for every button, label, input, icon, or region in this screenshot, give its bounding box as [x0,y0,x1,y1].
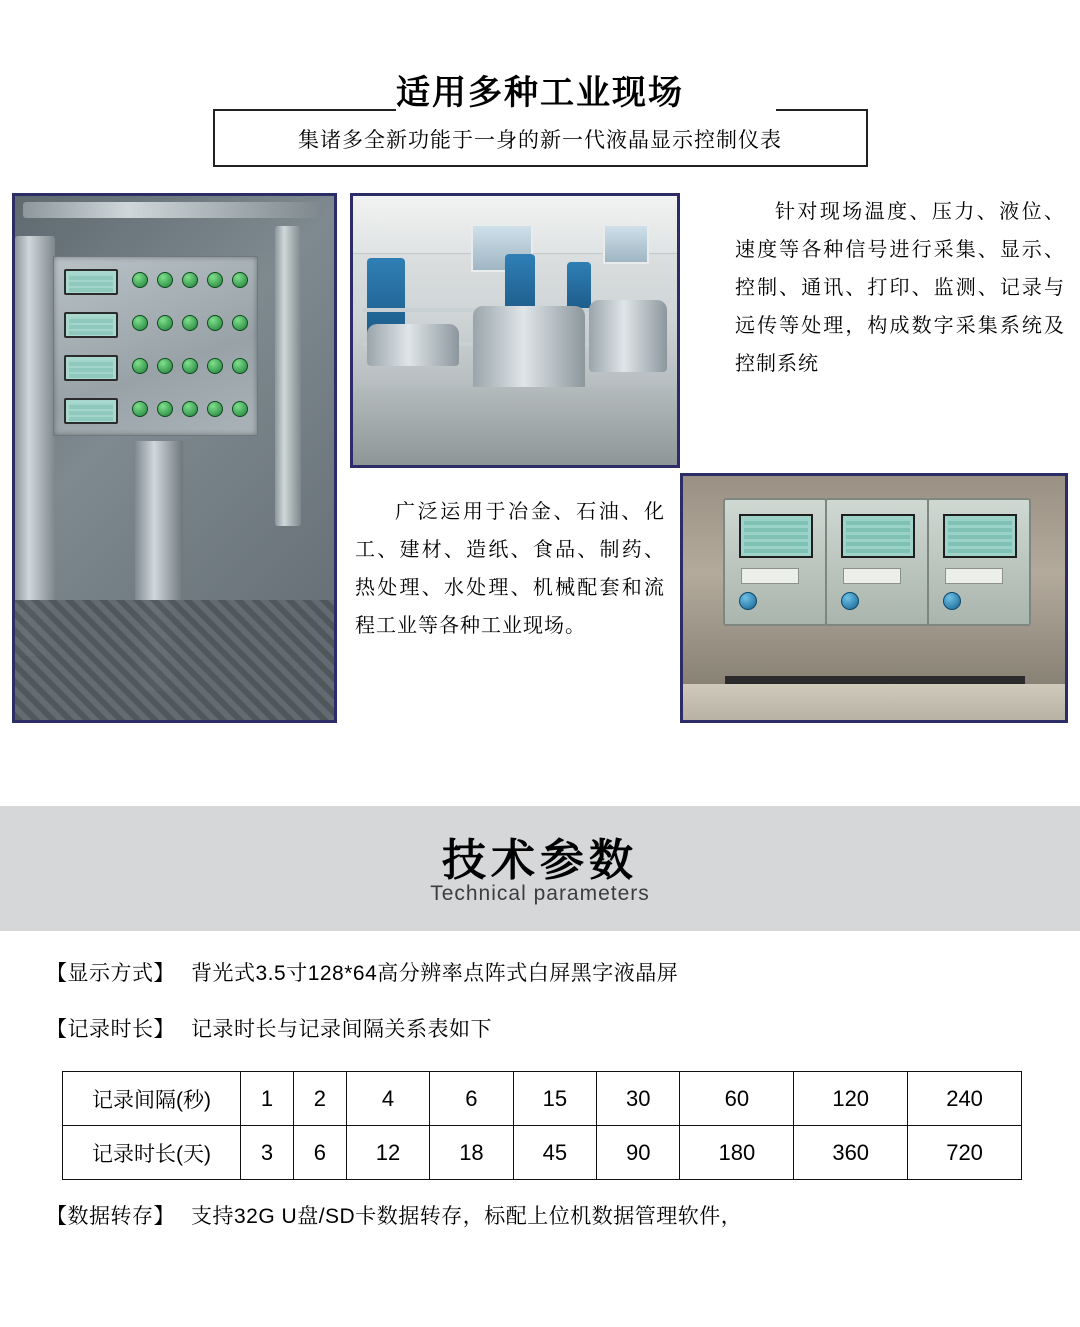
photo-plant [12,193,337,723]
section-title: 技术参数 [442,836,638,885]
indicator-lamp-row [132,401,248,421]
meter-display [64,269,118,295]
indicator-lamp-row [132,315,248,335]
row-header-duration: 记录时长(天) [63,1126,241,1180]
spec-label-display: 【显示方式】 [46,962,175,985]
gallery-section [0,178,1080,798]
lcd-screen [841,514,915,558]
specs-section [0,931,1080,1232]
page-subtitle: 集诸多全新功能于一身的新一代液晶显示控制仪表 [298,129,782,152]
cell-interval: 120 [794,1072,908,1126]
indicator-lamp-row [132,272,248,292]
row-header-interval: 记录间隔(秒) [63,1072,241,1126]
selector-knob [841,592,859,610]
table-row-durations [63,1126,1022,1180]
pipe-shape [23,202,323,218]
floor-plate [15,600,334,720]
spec-label-transfer: 【数据转存】 [46,1205,175,1228]
name-plate [741,568,799,584]
cell-interval: 30 [597,1072,680,1126]
lcd-screen [739,514,813,558]
feature-paragraph-right [735,193,1065,383]
record-interval-table [62,1071,1022,1180]
cell-duration: 3 [241,1126,294,1180]
page-header [0,0,1080,178]
spec-row-display [0,959,1080,989]
pipe-shape [15,236,55,656]
selector-knob [943,592,961,610]
cell-duration: 12 [346,1126,429,1180]
ground-shape [683,684,1065,720]
lcd-screen [943,514,1017,558]
spec-row-transfer [0,1202,1080,1232]
cell-duration: 720 [908,1126,1022,1180]
mixing-tank [589,300,667,372]
spec-value-display: 背光式3.5寸128*64高分辨率点阵式白屏黑字液晶屏 [191,962,679,985]
window-shape [603,224,649,264]
cell-interval: 6 [430,1072,513,1126]
cell-duration: 6 [293,1126,346,1180]
indicator-lamp-row [132,358,248,378]
photo-workshop [350,193,680,468]
cell-duration: 90 [597,1126,680,1180]
spec-row-record [0,1015,1080,1045]
cell-interval: 60 [680,1072,794,1126]
cell-duration: 180 [680,1126,794,1180]
pipe-shape [275,226,301,526]
spec-value-transfer: 支持32G U盘/SD卡数据转存，标配上位机数据管理软件， [191,1205,743,1228]
cell-duration: 360 [794,1126,908,1180]
photo-cabinets [680,473,1068,723]
meter-display [64,398,118,424]
control-box [927,498,1031,626]
meter-display [64,312,118,338]
control-box [723,498,827,626]
feature-paragraph-right-text: 针对现场温度、压力、液位、速度等各种信号进行采集、显示、控制、通讯、打印、监测、记录与远传等处理，构成数字采集系统及控制系统 [735,201,1065,375]
page-title: 适用多种工业现场 [396,74,684,112]
cell-duration: 45 [513,1126,596,1180]
meter-display [64,355,118,381]
cell-interval: 15 [513,1072,596,1126]
mixing-tank [367,324,459,366]
cell-interval: 1 [241,1072,294,1126]
name-plate [843,568,901,584]
cell-interval: 4 [346,1072,429,1126]
motor-unit [505,254,535,314]
feature-paragraph-middle-text: 广泛运用于冶金、石油、化工、建材、造纸、食品、制药、热处理、水处理、机械配套和流程工业等各种工业现场。 [355,501,665,637]
spec-label-record: 【记录时长】 [46,1018,175,1041]
control-panel [53,256,258,436]
motor-unit [567,262,591,310]
cell-interval: 240 [908,1072,1022,1126]
spec-value-record: 记录时长与记录间隔关系表如下 [191,1018,492,1041]
cell-duration: 18 [430,1126,513,1180]
selector-knob [739,592,757,610]
cell-interval: 2 [293,1072,346,1126]
floor-shape [353,387,677,465]
section-band [0,806,1080,931]
feature-paragraph-middle [355,493,665,645]
name-plate [945,568,1003,584]
section-subtitle: Technical parameters [430,882,650,905]
table-row-intervals [63,1072,1022,1126]
control-box [825,498,929,626]
